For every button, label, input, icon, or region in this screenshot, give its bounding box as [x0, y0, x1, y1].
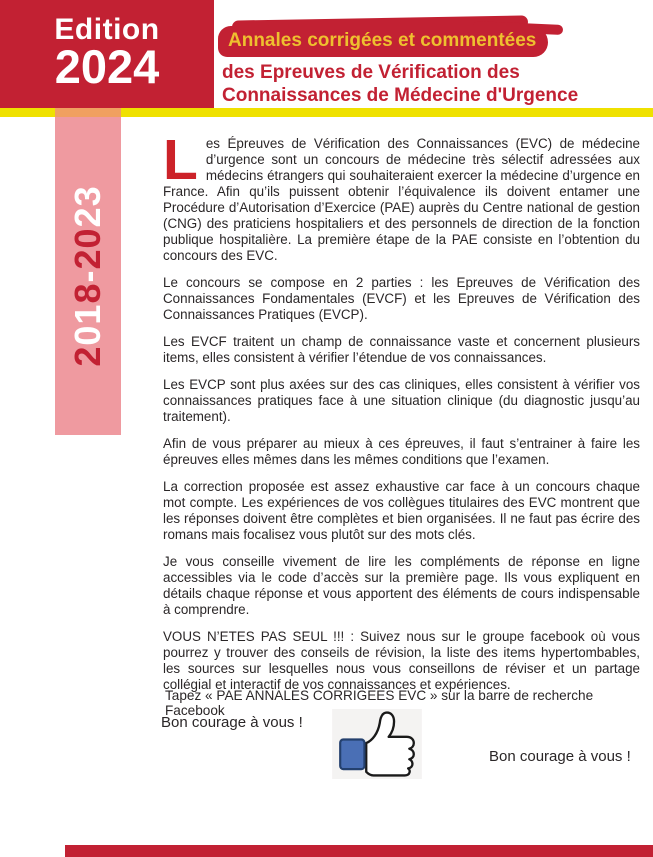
- red-footer-bar: [65, 845, 653, 857]
- years-vertical-text: [67, 185, 109, 366]
- year-char: 1: [67, 303, 108, 325]
- paragraph-correction: La correction proposée est assez exhaustive car face à un concours chaque mot compte. Les expériences de vos collègues titulaires des EVC montrent que les réponses doivent être complètes et bien organisées. Il ne faut pas écrire des romans mais focalisez vous plutôt sur des mots clés.: [163, 479, 640, 542]
- paragraph-intro: Les Épreuves de Vérification des Connaissances (EVC) de médecine d’urgence sont un concours de médecine très sélectif adressées aux médecins étrangers qui souhaiteraient exercer la médecine d’urgence en France. Afin qu’ils puissent obtenir l’équivalence ils doivent entamer une Procédure d’Autorisation d’Exercice (PAE) auprès du Centre national de gestion (CNG) des praticiens hospitaliers et des personnels de direction de la fonction publique hospitalière. La première étape de la PAE consiste en l’obtention du concours des EVC.: [163, 128, 640, 263]
- encouragement-text-right: Bon courage à vous !: [489, 748, 631, 765]
- year-char: 2: [67, 248, 108, 270]
- title-line-2: des Epreuves de Vérification des: [222, 62, 520, 83]
- edition-banner: [0, 0, 214, 108]
- body-text-column: [163, 128, 640, 704]
- paragraph-complements: Je vous conseille vivement de lire les compléments de réponse en ligne accessibles via le code d’accès sur la première page. Ils vous expliquent en détails chaque réponse et vous apportent des éléments de cours indispensable à comprendre.: [163, 554, 640, 617]
- band-sidebar-overlap: [55, 108, 121, 117]
- page-title: [218, 14, 638, 107]
- year-char: 2: [67, 206, 108, 228]
- edition-year: 2024: [54, 40, 160, 93]
- encouragement-text-left: Bon courage à vous !: [161, 714, 303, 731]
- paragraph-preparation: Afin de vous préparer au mieux à ces épreuves, il faut s’entrainer à faire les épreuves elles mêmes dans les mêmes conditions que l’examen.: [163, 436, 640, 467]
- paragraph-concours-parties: Le concours se compose en 2 parties : les Epreuves de Vérification des Connaissances Fondamentales (EVCF) et les Epreuves de Vérification des Connaissances Pratiques (EVCP).: [163, 275, 640, 322]
- year-char: -: [67, 269, 108, 283]
- year-char: 2: [67, 345, 108, 367]
- year-char: 0: [67, 227, 108, 249]
- paragraph-evcp: Les EVCP sont plus axées sur des cas cliniques, elles consistent à vérifier vos connaissances pratiques face à une situation clinique (du diagnostic jusqu’au traitement).: [163, 377, 640, 424]
- facebook-search-instruction: Tapez « PAE ANNALES CORRIGEES EVC » sur la barre de recherche Facebook: [165, 688, 594, 718]
- paragraph-facebook-group: VOUS N’ETES PAS SEUL !!! : Suivez nous sur le groupe facebook où vous pourrez y trouver des conseils de révision, la liste des items hypertombables, les sources sur lesquelles nous vous conseillons de réviser et un partage collégial et interactif de vos connaissances et expériences.: [163, 629, 640, 692]
- title-line-3: Connaissances de Médecine d'Urgence: [222, 85, 579, 106]
- paragraph-evcf: Les EVCF traitent un champ de connaissance vaste et concernent plusieurs items, elles consistent à vérifier l’étendue de vos connaissances.: [163, 334, 640, 365]
- year-char: 8: [67, 282, 108, 304]
- years-sidebar: [55, 117, 121, 435]
- year-char: 0: [67, 324, 108, 346]
- year-char: 3: [67, 185, 108, 207]
- edition-label: Edition: [54, 13, 160, 46]
- title-line-1-highlighted: Annales corrigées et commentées: [218, 26, 548, 57]
- facebook-like-icon: [330, 709, 424, 779]
